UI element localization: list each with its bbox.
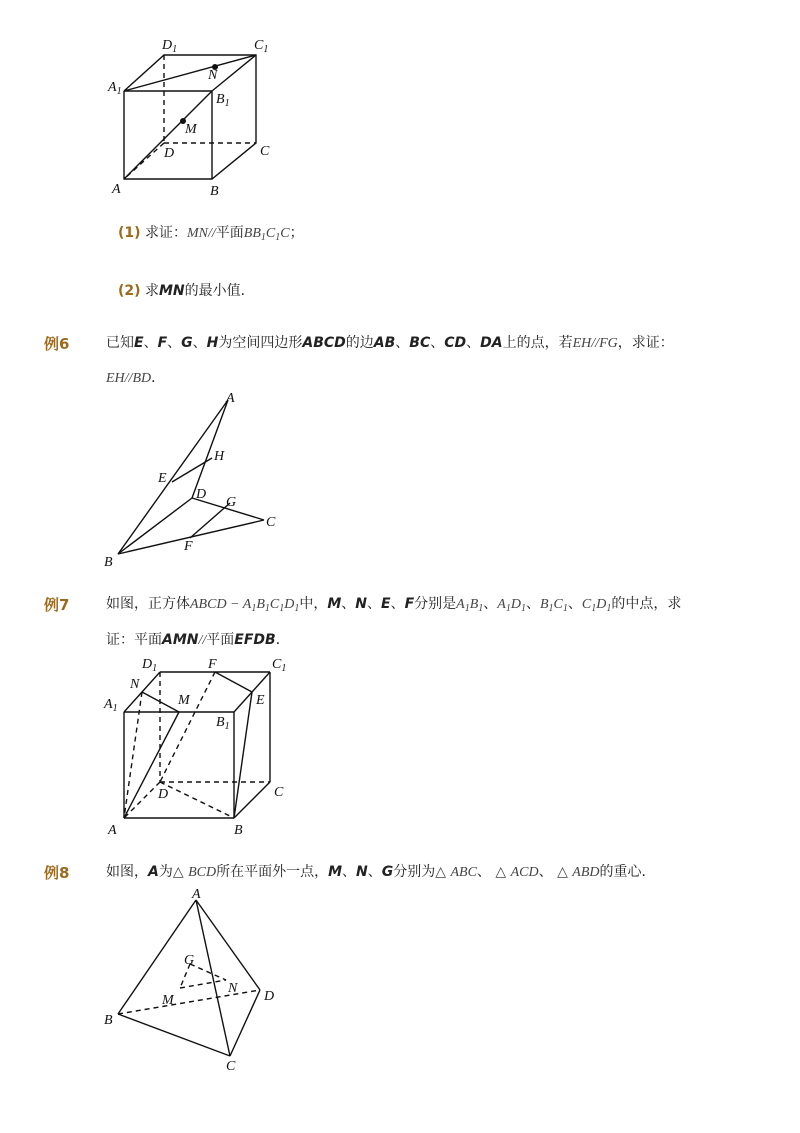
quadrilateral-edges — [118, 400, 264, 554]
tetrahedron-figure — [100, 884, 290, 1074]
label-a: A — [112, 182, 121, 197]
label-c: C — [226, 1059, 236, 1074]
part-1: (1) 求证：MN//平面$BB_1C_1C$； — [118, 225, 304, 243]
label-a: A — [192, 887, 201, 902]
label-c1: $C_1$ — [254, 38, 269, 55]
example-6-line-1: 已知E、F、G、H为空间四边形ABCD的边AB、BC、CD、DA上的点，若EH//FG，求证： — [106, 335, 674, 351]
label-n: N — [130, 677, 140, 692]
label-m: M — [185, 122, 197, 137]
label-n: N — [208, 68, 218, 83]
label-d: D — [164, 146, 175, 161]
cube-figure-mn — [100, 35, 300, 205]
label-c: C — [266, 515, 276, 530]
example-8-line-1: 如图，A为△ BCD所在平面外一点，M、N、G分别为△ ABC、 △ ACD、 △ ABD的重心． — [106, 864, 656, 880]
example-6-label: 例6 — [44, 335, 70, 353]
part-2: (2) 求MN的最小值． — [118, 283, 255, 299]
label-b: B — [234, 823, 243, 838]
label-g: G — [184, 953, 195, 968]
label-f: F — [208, 657, 217, 672]
example-8-label: 例8 — [44, 864, 70, 882]
label-m: M — [178, 693, 190, 708]
label-g: G — [226, 495, 237, 510]
cube-figure-amn — [100, 652, 300, 842]
label-b: B — [104, 555, 113, 570]
label-n: N — [228, 981, 238, 996]
label-c: C — [274, 785, 284, 800]
label-b1: $B_1$ — [216, 92, 230, 109]
label-d: D — [158, 787, 169, 802]
label-e: E — [158, 471, 167, 486]
label-b1: $B_1$ — [216, 715, 230, 732]
label-a: A — [108, 823, 117, 838]
label-c: C — [260, 144, 270, 159]
example-7-line-2: 证：平面AMN//平面EFDB． — [106, 632, 290, 648]
label-b: B — [210, 184, 219, 199]
example-7-line-1: 如图，正方体ABCD − $A_1B_1C_1D_1$中，M、N、E、F分别是$A_1B_1$、$A_1D_1$、$B_1C_1$、$C_1D_1$的中点，求 — [106, 596, 682, 614]
label-d1: $D_1$ — [162, 38, 178, 55]
cube-edges — [124, 55, 256, 179]
cube-edges — [124, 672, 270, 818]
tetrahedron-edges — [118, 900, 260, 1056]
example-6-line-2: EH//BD． — [106, 370, 166, 386]
label-d: D — [196, 487, 207, 502]
label-a1: $A_1$ — [104, 697, 118, 714]
label-a1: $A_1$ — [108, 80, 122, 97]
label-d1: $D_1$ — [142, 657, 158, 674]
quadrilateral-figure — [100, 388, 290, 568]
label-d: D — [264, 989, 275, 1004]
label-a: A — [226, 391, 235, 406]
example-7-label: 例7 — [44, 596, 70, 614]
label-c1: $C_1$ — [272, 657, 287, 674]
label-f: F — [184, 539, 193, 554]
label-h: H — [214, 449, 225, 464]
label-e: E — [256, 693, 265, 708]
label-b: B — [104, 1013, 113, 1028]
label-m: M — [162, 993, 174, 1008]
